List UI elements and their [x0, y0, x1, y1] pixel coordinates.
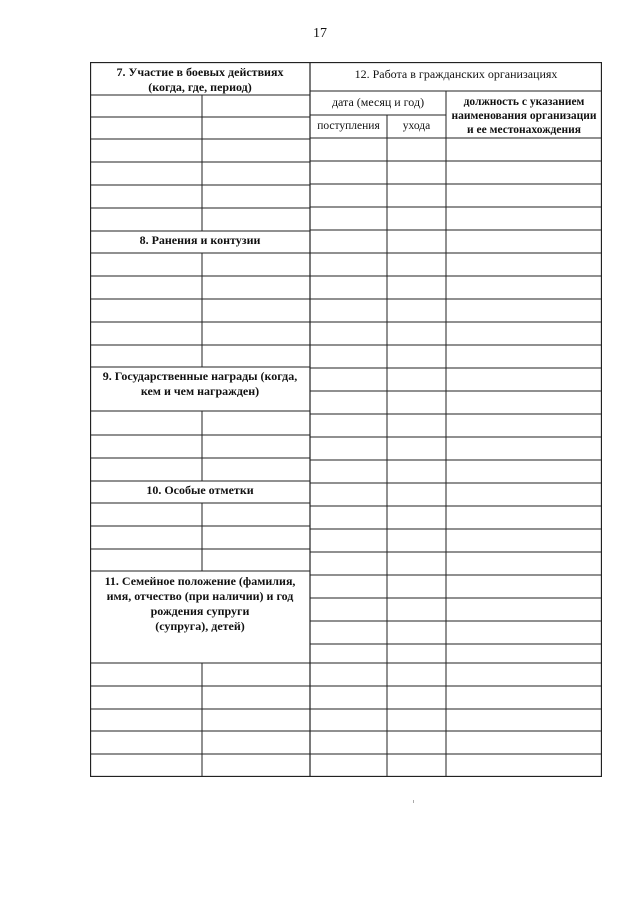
position-column-header [446, 95, 602, 137]
notes-section-title: 10. Особые отметки [146, 483, 254, 497]
awards-section-title [90, 369, 310, 399]
combat-title-line1: 7. Участие в боевых действиях [116, 65, 284, 79]
end-date-column-header: ухода [402, 120, 431, 132]
scan-speck [413, 800, 414, 803]
family-title-line1: 11. Семейное положение (фамилия, [104, 574, 296, 588]
family-title-line3: рождения супруги [150, 604, 250, 618]
personnel-form-table [90, 62, 602, 777]
date-column-header: дата (месяц и год) [331, 95, 425, 109]
position-header-line3: и ее местонахождения [467, 124, 581, 136]
start-date-column-header: поступления [317, 120, 380, 132]
table-grid [90, 62, 602, 777]
page-number: 17 [313, 26, 327, 41]
awards-title-line1: 9. Государственные награды (когда, [102, 369, 298, 383]
family-title-line2: имя, отчество (при наличии) и год [106, 589, 294, 603]
awards-title-line2: кем и чем награжден) [140, 384, 260, 398]
wounds-section-title: 8. Ранения и контузии [139, 233, 261, 247]
combat-section-title [90, 65, 310, 95]
position-header-line1: должность с указанием [463, 96, 585, 108]
position-header-line2: наименования организации [451, 110, 597, 122]
family-section-title [90, 574, 310, 634]
civil-work-section-title: 12. Работа в гражданских организациях [354, 67, 558, 81]
family-title-line4: (супруга), детей) [155, 619, 245, 633]
combat-title-line2: (когда, где, период) [148, 80, 252, 94]
